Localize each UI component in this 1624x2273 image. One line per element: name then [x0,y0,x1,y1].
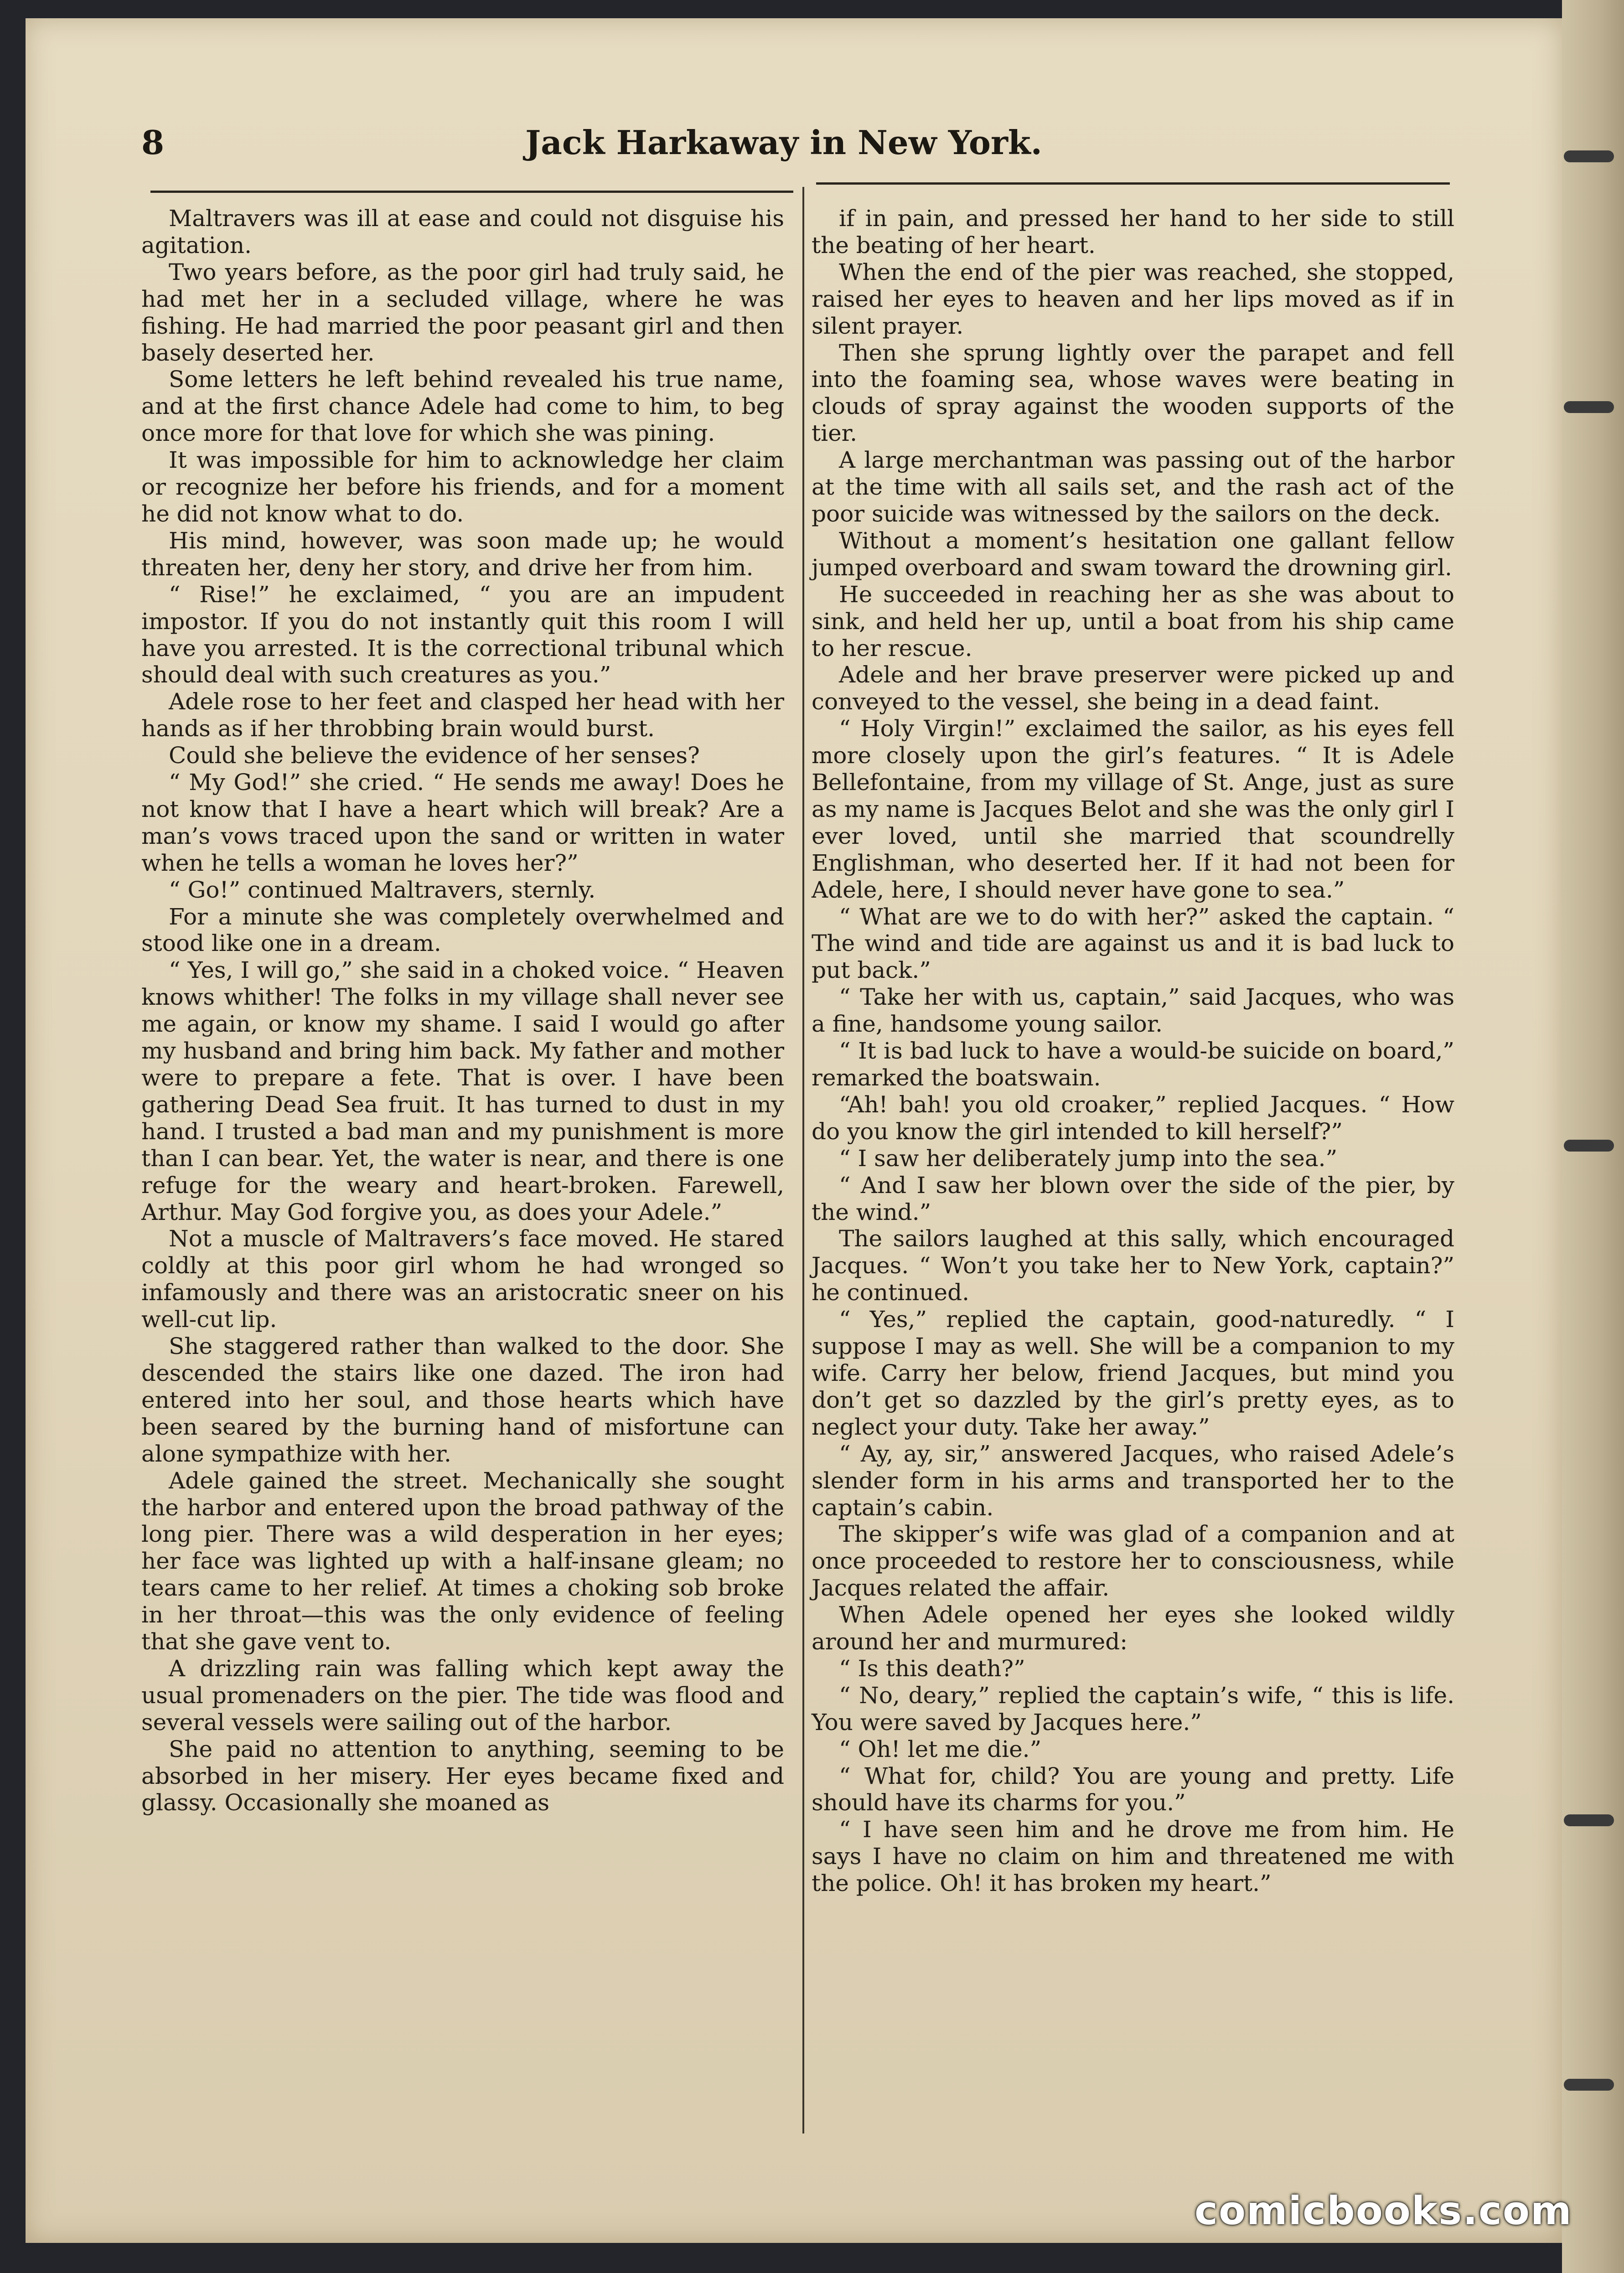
binding-staple [1564,401,1614,413]
header-rule-left [150,191,793,193]
paragraph: “ I have seen him and he drove me from him. He says I have no claim on him and threatened me with the police. Oh! it has broken my heart.” [812,1816,1454,1897]
paragraph: Two years before, as the poor girl had truly said, he had met her in a secluded village, where he was fishing. He had married the poor peasant girl and then basely deserted her. [141,258,784,366]
paragraph: Maltravers was ill at ease and could not disguise his agitation. [141,205,784,258]
paragraph: Adele and her brave preserver were picked up and conveyed to the vessel, she being in a dead faint. [812,661,1454,715]
paragraph: Adele gained the street. Mechanically she sought the harbor and entered upon the broad pathway of the long pier. There was a wild desperation in her eyes; her face was lighted up with a half-insane gleam; no tears came to her relief. At times a choking sob broke in her throat—this was the only evidence of feeling that she gave vent to. [141,1467,784,1655]
watermark: comicbooks.com [1195,2188,1572,2234]
page-header [113,123,1454,173]
paragraph: “ Ay, ay, sir,” answered Jacques, who raised Adele’s slender form in his arms and transported her to the captain’s cabin. [812,1440,1454,1521]
paragraph: Without a moment’s hesitation one gallant fellow jumped overboard and swam toward the drowning girl. [812,527,1454,581]
paragraph: A drizzling rain was falling which kept away the usual promenaders on the pier. The tide was flood and several vessels were sailing out of the harbor. [141,1655,784,1736]
binding-staple [1564,150,1614,162]
left-column [141,205,784,1816]
paragraph: “ Is this death?” [839,1655,1025,1682]
paragraph: “ Take her with us, captain,” said Jacques, who was a fine, handsome young sailor. [812,984,1454,1038]
binding-staple [1564,1814,1614,1826]
paragraph: “ And I saw her blown over the side of the pier, by the wind.” [812,1172,1454,1225]
paragraph: “ Rise!” he exclaimed, “ you are an impudent impostor. If you do not instantly quit this room I will have you arrested. It is the correctional tribunal which should deal with such creatures as you.” [141,581,784,688]
paragraph: She paid no attention to anything, seeming to be absorbed in her misery. Her eyes became fixed and glassy. Occasionally she moaned as [141,1736,784,1816]
paragraph: Could she believe the evidence of her senses? [169,742,700,769]
paragraph: “Ah! bah! you old croaker,” replied Jacques. “ How do you know the girl intended to kill herself?” [812,1091,1454,1145]
paragraph: “ What are we to do with her?” asked the captain. “ The wind and tide are against us and it is bad luck to put back.” [812,903,1454,984]
paragraph: Not a muscle of Maltravers’s face moved. He stared coldly at this poor girl whom he had wronged so infamously and there was an aristocratic sneer on his well-cut lip. [141,1225,784,1333]
paragraph: The sailors laughed at this sally, which encouraged Jacques. “ Won’t you take her to New York, captain?” he continued. [812,1225,1454,1306]
paragraph: “ No, deary,” replied the captain’s wife, “ this is life. You were saved by Jacques here.” [812,1682,1454,1736]
paragraph: “ Yes, I will go,” she said in a choked voice. “ Heaven knows whither! The folks in my village shall never see me again, or know my shame. I said I would go after my husband and bring him back. My father and mother were to prepare a fete. That is over. I have been gathering Dead Sea fruit. It has turned to dust in my hand. I trusted a bad man and my punishment is more than I can bear. Yet, the water is near, and there is one refuge for the weary and heart-broken. Farewell, Arthur. May God forgive you, as does your Adele.” [141,957,784,1225]
binding-staple [1564,1140,1614,1152]
paragraph: A large merchantman was passing out of the harbor at the time with all sails set, and the rash act of the poor suicide was witnessed by the sailors on the deck. [812,447,1454,527]
paragraph: His mind, however, was soon made up; he would threaten her, deny her story, and drive her from him. [141,527,784,581]
paragraph: “ What for, child? You are young and pretty. Life should have its charms for you.” [812,1762,1454,1816]
paragraph: if in pain, and pressed her hand to her side to still the beating of her heart. [812,205,1454,258]
paragraph: Adele rose to her feet and clasped her head with her hands as if her throbbing brain would burst. [141,688,784,742]
page-number: 8 [141,123,165,162]
paragraph: The skipper’s wife was glad of a companion and at once proceeded to restore her to consciousness, while Jacques related the affair. [812,1521,1454,1601]
paragraph: “ It is bad luck to have a would-be suicide on board,” remarked the boatswain. [812,1038,1454,1091]
paragraph: When Adele opened her eyes she looked wildly around her and murmured: [812,1601,1454,1655]
binding-spine [1562,0,1624,2273]
paragraph: When the end of the pier was reached, she stopped, raised her eyes to heaven and her lips moved as if in silent prayer. [812,258,1454,339]
paragraph: Some letters he left behind revealed his true name, and at the first chance Adele had come to him, to beg once more for that love for which she was pining. [141,366,784,447]
paragraph: Then she sprung lightly over the parapet and fell into the foaming sea, whose waves were beating in clouds of spray against the wooden supports of the tier. [812,339,1454,447]
running-title: Jack Harkaway in New York. [525,123,1042,162]
paragraph: “ Oh! let me die.” [839,1736,1042,1762]
header-rule-right [816,182,1450,185]
paragraph: She staggered rather than walked to the door. She descended the stairs like one dazed. The iron had entered into her soul, and those hearts which have been seared by the burning hand of misfortune can alone sympathize with her. [141,1333,784,1467]
paragraph: He succeeded in reaching her as she was about to sink, and held her up, until a boat from his ship came to her rescue. [812,581,1454,661]
binding-staple [1564,2079,1614,2091]
paragraph: For a minute she was completely overwhelmed and stood like one in a dream. [141,903,784,957]
paragraph: It was impossible for him to acknowledge her claim or recognize her before his friends, and for a moment he did not know what to do. [141,447,784,527]
paragraph: “ Yes,” replied the captain, good-naturedly. “ I suppose I may as well. She will be a companion to my wife. Carry her below, friend Jacques, but mind you don’t get so dazzled by the girl’s pretty eyes, as to neglect your duty. Take her away.” [812,1306,1454,1440]
paragraph: “ Holy Virgin!” exclaimed the sailor, as his eyes fell more closely upon the girl’s features. “ It is Adele Bellefontaine, from my village of St. Ange, just as sure as my name is Jacques Belot and she was the only girl I ever loved, until she married that scoundrelly Englishman, who deserted her. If it had not been for Adele, here, I should never have gone to sea.” [812,715,1454,903]
paragraph: “ I saw her deliberately jump into the sea.” [839,1145,1338,1172]
paragraph: “ Go!” continued Maltravers, sternly. [169,876,596,903]
right-column [812,205,1454,1897]
column-divider [802,187,804,2134]
paragraph: “ My God!” she cried. “ He sends me away! Does he not know that I have a heart which will break? Are a man’s vows traced upon the sand or written in water when he tells a woman he loves her?” [141,769,784,876]
